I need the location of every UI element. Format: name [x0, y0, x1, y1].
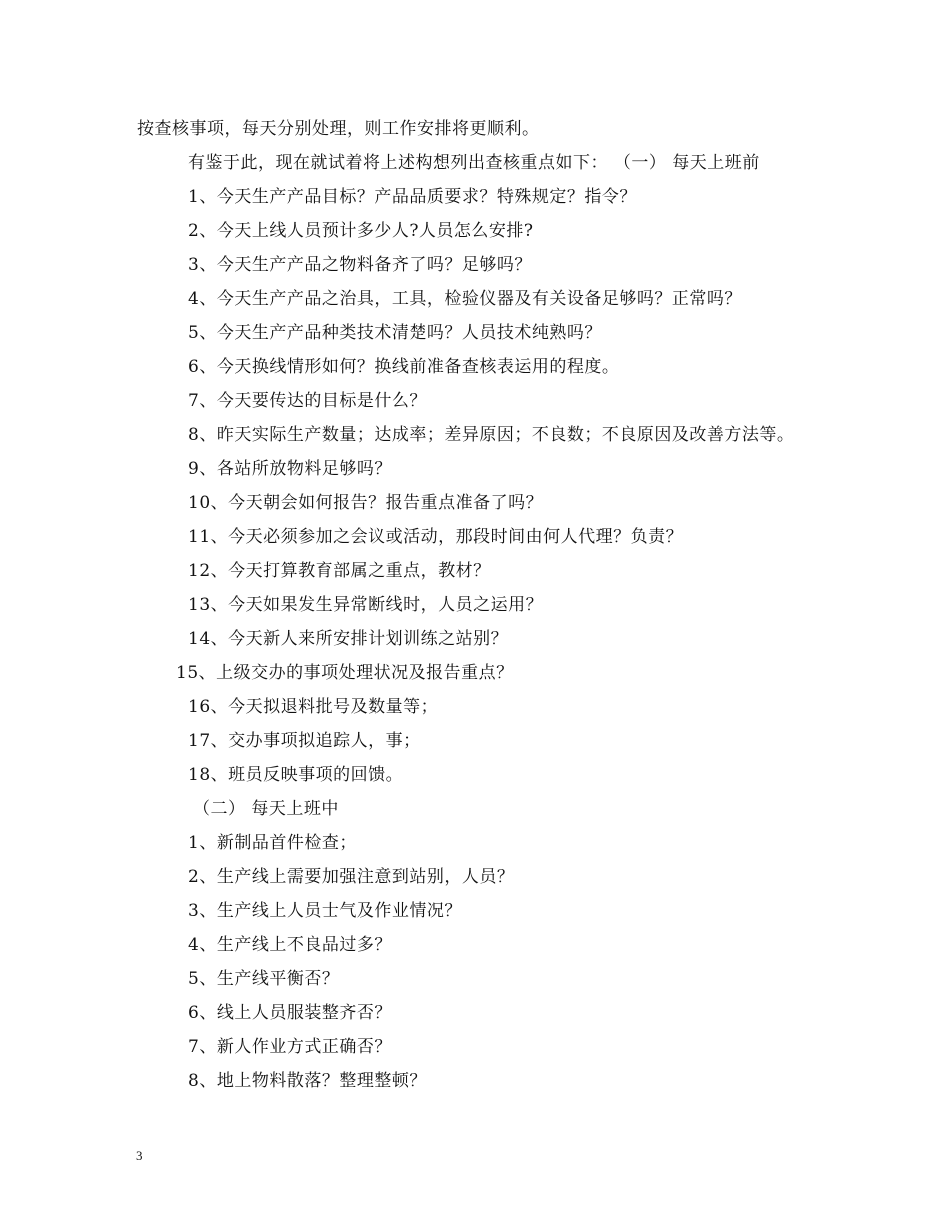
list-item: 8、昨天实际生产数量；达成率；差异原因；不良数；不良原因及改善方法等。	[188, 425, 795, 445]
list-item: 4、生产线上不良品过多？	[188, 935, 392, 955]
list-item: 17、交办事项拟追踪人，事；	[188, 731, 421, 751]
list-item: 14、今天新人来所安排计划训练之站别？	[188, 629, 509, 649]
opening-line: 按查核事项，每天分别处理，则工作安排将更顺利。	[137, 119, 540, 139]
list-item: 8、地上物料散落？整理整顿？	[188, 1071, 427, 1091]
list-item: 2、今天上线人员预计多少人?人员怎么安排?	[188, 221, 534, 241]
list-item: 12、今天打算教育部属之重点，教材？	[188, 561, 491, 581]
list-item: 5、今天生产产品种类技术清楚吗？人员技术纯熟吗？	[188, 323, 602, 343]
list-item: 16、今天拟退料批号及数量等；	[188, 697, 439, 717]
list-item: 7、今天要传达的目标是什么？	[188, 391, 427, 411]
list-item: 9、各站所放物料足够吗？	[188, 459, 392, 479]
list-item: 3、今天生产产品之物料备齐了吗？足够吗？	[188, 255, 532, 275]
list-item: 1、今天生产产品目标？产品品质要求？特殊规定？指令？	[188, 187, 637, 207]
list-item: 10、今天朝会如何报告？报告重点准备了吗？	[188, 493, 544, 513]
section-heading: （二） 每天上班中	[193, 799, 339, 819]
list-item: 2、生产线上需要加强注意到站别，人员？	[188, 867, 515, 887]
list-item: 15、上级交办的事项处理状况及报告重点？	[176, 663, 514, 683]
list-item: 4、今天生产产品之治具，工具，检验仪器及有关设备足够吗？正常吗？	[188, 289, 742, 309]
page-number: 3	[136, 1148, 143, 1163]
list-item: 6、今天换线情形如何？换线前准备查核表运用的程度。	[188, 357, 620, 377]
list-item: 5、生产线平衡否？	[188, 969, 340, 989]
list-item: 18、班员反映事项的回馈。	[188, 765, 404, 785]
list-item: 13、今天如果发生异常断线时，人员之运用？	[188, 595, 544, 615]
list-item: 1、新制品首件检查；	[188, 833, 357, 853]
intro-line: 有鉴于此，现在就试着将上述构想列出查核重点如下： （一） 每天上班前	[188, 153, 760, 173]
list-item: 11、今天必须参加之会议或活动，那段时间由何人代理？负责？	[188, 527, 684, 547]
list-item: 7、新人作业方式正确否？	[188, 1037, 392, 1057]
list-item: 6、线上人员服装整齐否？	[188, 1003, 392, 1023]
list-item: 3、生产线上人员士气及作业情况？	[188, 901, 462, 921]
